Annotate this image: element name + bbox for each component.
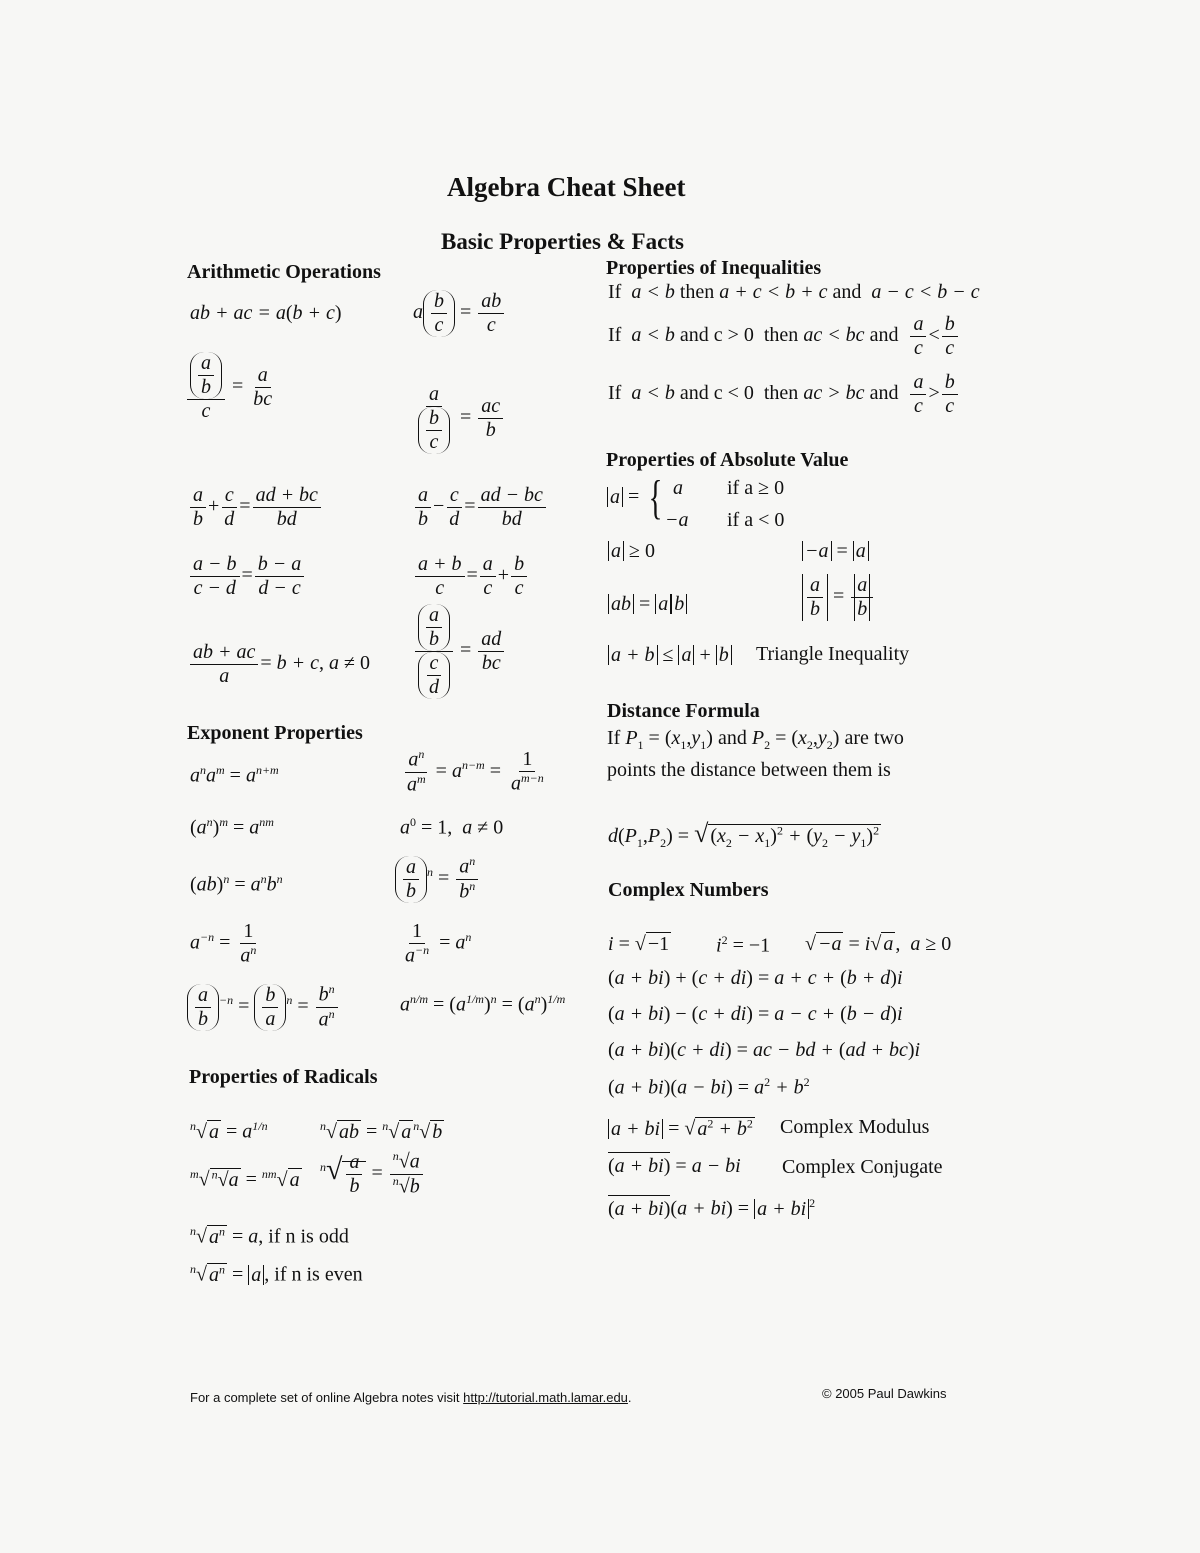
formula-exp-quotient: $\frac{a^n}{a^m}$ = $a^{n-m}$ = $\frac{1}{a^{m-n}}$ [407,747,544,796]
formula-complex-subtract: (a + bi) − (c + di) = a − c + (b − d)i [608,1003,903,1025]
even-text: , if n is even [264,1263,363,1286]
page-title: Algebra Cheat Sheet [447,172,686,202]
formula-radical-odd: $^n$√ $a^n = a$, if n is odd [190,1224,349,1248]
conjugate-label: Complex Conjugate [782,1156,943,1178]
footer-note: For a complete set of online Algebra notes visit http://tutorial.math.lamar.edu. [190,1390,632,1405]
formula-triangle: a + b ≤ a + b [608,645,732,665]
formula-abs-quotient: $\frac{a}{b}$ = $\frac{a}{b}$ [802,574,875,621]
abs-case-positive: a [673,477,683,499]
inequalities-heading: Properties of Inequalities [606,257,822,279]
formula-radical-even: $^n$√ $a^n = a$ , if n is even [190,1262,363,1286]
formula-radical-product: $^n$√ ab = $^n$√ a $^n$√ b [320,1119,443,1143]
abs-case-negative: −a [665,509,689,531]
distance-intro: If $P_1 = (x_1,y_1)$ and $P_2 = (x_2,y_2)$ are two [607,727,904,752]
formula-exp-power: $(a^n)^m = a^{nm}$ [190,815,274,839]
radicals-heading: Properties of Radicals [189,1066,378,1088]
formula-i-def: i = √ −1 [608,933,670,955]
formula-exp-negative-inverse: $\frac{1}{a^{-n}}$ = $a^n$ [405,920,472,967]
abs-case-positive-cond: if a ≥ 0 [727,477,785,499]
formula-complex-modulus: a + bi = √ $a^2 + b^2$ [608,1117,755,1139]
formula-split-fraction: $\frac{a + b}{c}$ = $\frac{a}{c}$ + $\frac{b}{c}$ [413,553,529,600]
formula-abs-nonneg: a ≥ 0 [608,541,655,561]
complex-heading: Complex Numbers [608,879,769,901]
formula-exp-negative: $a^{-n}$ = $\frac{1}{a^n}$ [190,920,257,967]
formula-complex-conj-modulus: (a + bi)(a + bi) = a + bi $^2$ [608,1196,816,1220]
formula-complex-add: (a + bi) + (c + di) = a + c + (b + d)i [608,967,903,989]
formula-fraction-add: $\frac{a}{b}$ + $\frac{c}{d}$ = $\frac{ad + bc}{bd}$ [188,484,323,531]
formula-a-over-b-over-c-2: $\frac{a}{\frac{b}{c}}$ = $\frac{ac}{b}$ [413,383,505,454]
formula-a-times-b-over-c: a $\frac{b}{c}$ = $\frac{ab}{c}$ [413,290,506,337]
formula-complex-fraction: $\frac{\frac{a}{b}}{\frac{c}{d}}$ = $\frac{ad}{bc}$ [413,604,506,699]
triangle-label: Triangle Inequality [756,643,910,665]
formula-radical-nested: $^m$√ $^n$√a = $^{nm}$√ a [190,1167,300,1191]
formula-complex-conj-product: $(a + bi)(a - bi) = a^2 + b^2$ [608,1075,810,1099]
formula-radical-def: $^n$√ $a = a^{1/n}$ [190,1119,268,1143]
abs-case-negative-cond: if a < 0 [727,509,785,531]
formula-exp-negative-fraction: $\frac{a}{b}$ $^{-n}$ = $\frac{b}{a}$ $^n$ = $\frac{b^n}{a^n}$ [187,983,340,1031]
page-subtitle: Basic Properties & Facts [441,229,684,254]
formula-a-over-b-over-c: $\frac{\frac{a}{b}}{c}$ = $\frac{a}{bc}$ [185,352,277,423]
formula-fraction-subtract: $\frac{a}{b}$ − $\frac{c}{d}$ = $\frac{ad - bc}{bd}$ [413,484,548,531]
copyright: © 2005 Paul Dawkins [822,1386,947,1401]
formula-exp-rational: $a^{n/m} = (a^{1/m})^n = (a^n)^{1/m}$ [400,992,566,1016]
modulus-label: Complex Modulus [780,1116,930,1138]
footer-link[interactable]: http://tutorial.math.lamar.edu [463,1390,628,1405]
distance-heading: Distance Formula [607,700,760,722]
formula-ineq-mult-neg: If a < b and c < 0 then ac > bc and $\frac{a}{c}$ > $\frac{b}{c}$ [608,371,960,418]
arithmetic-heading: Arithmetic Operations [187,261,381,283]
formula-distributive: ab + ac = a(b + c) [190,302,342,324]
formula-exp-product-power: $(ab)^n = a^nb^n$ [190,872,283,896]
formula-abs-product: ab = a b [608,594,687,614]
formula-sign-swap: $\frac{a - b}{c - d}$ = $\frac{b - a}{d - c}$ [188,553,306,600]
formula-exp-zero: $a^0 = 1$, a ≠ 0 [400,815,504,839]
footer-text: For a complete set of online Algebra notes visit [190,1390,464,1405]
formula-radical-quotient: $^n$√ $\frac{a}{b}$ = $\frac{^n√a}{^n√b}$ [320,1150,425,1198]
formula-complex-multiply: (a + bi)(c + di) = ac − bd + (ad + bc)i [608,1039,921,1061]
formula-abs-def: a = { [607,474,667,522]
formula-sqrt-negative: √ −a = i√ a , a ≥ 0 [805,933,952,955]
formula-factor-cancel: $\frac{ab + ac}{a}$ = b + c, a ≠ 0 [188,641,370,688]
distance-text: points the distance between them is [607,759,891,781]
formula-ineq-mult-pos: If a < b and c > 0 then ac < bc and $\frac{a}{c}$ < $\frac{b}{c}$ [608,313,960,360]
formula-exp-quotient-power: $\frac{a}{b}$ $^n$ = $\frac{a^n}{b^n}$ [395,855,480,903]
formula-i-squared: $i^2 = -1$ [716,933,771,957]
formula-abs-neg: −a = a [802,541,869,561]
formula-ineq-add: If a < b then a + c < b + c and a − c < b − c [608,281,980,303]
odd-text: , if n is odd [258,1225,349,1248]
formula-complex-conjugate: (a + bi) = a − bi [608,1156,741,1176]
formula-distance: $d(P_1,P_2)$ = √ $(x_2 - x_1)^2 + (y_2 - y_1)^2$ [608,819,880,850]
exponent-heading: Exponent Properties [187,722,363,744]
absolute-heading: Properties of Absolute Value [606,449,849,471]
formula-exp-product: $a^na^m = a^{n+m}$ [190,763,279,787]
